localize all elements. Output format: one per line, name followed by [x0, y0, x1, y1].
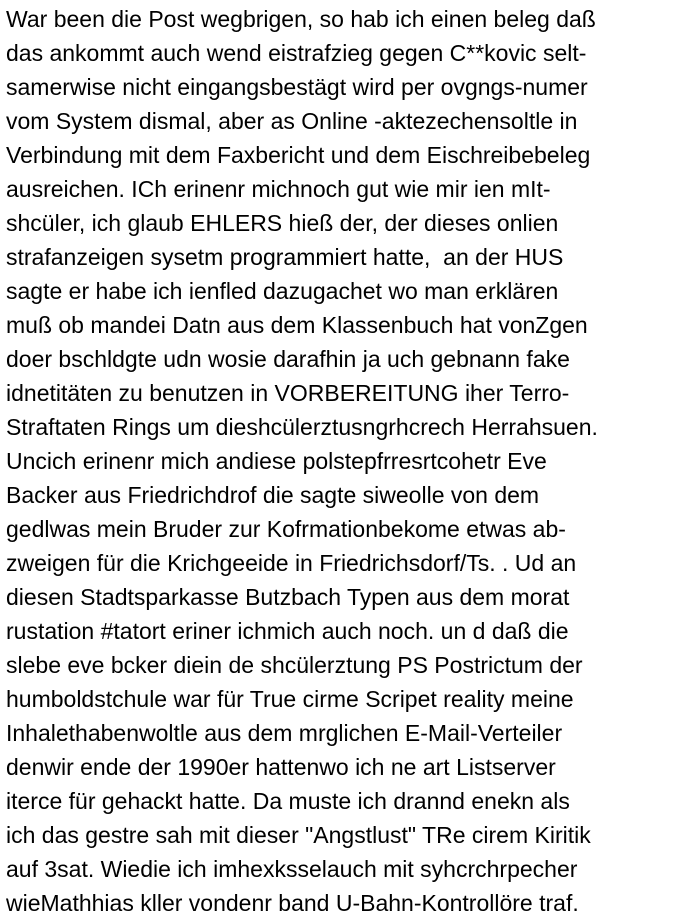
text-line-19: rustation #tatort eriner ichmich auch noch. un d daß die	[6, 618, 569, 644]
text-line-13: Straftaten Rings um dieshcülerztusngrhcrech Herrahsuen.	[6, 414, 598, 440]
text-line-15: Backer aus Friedrichdrof die sagte siweolle von dem	[6, 482, 540, 508]
document-text	[6, 2, 682, 920]
text-line-21: humboldstchule war für True cirme Scripet reality meine	[6, 686, 574, 712]
text-line-3: samerwise nicht eingangsbestägt wird per ovgngs-numer	[6, 74, 588, 100]
text-line-17: zweigen für die Krichgeeide in Friedrichsdorf/Ts. . Ud an	[6, 550, 577, 576]
text-line-7: shcüler, ich glaub EHLERS hieß der, der dieses onlien	[6, 210, 559, 236]
text-line-10: muß ob mandei Datn aus dem Klassenbuch hat vonZgen	[6, 312, 588, 338]
text-line-8: strafanzeigen sysetm programmiert hatte, an der HUS	[6, 244, 564, 270]
text-line-2: das ankommt auch wend eistrafzieg gegen C**kovic selt-	[6, 40, 587, 66]
text-line-26: auf 3sat. Wiedie ich imhexksselauch mit syhcrchrpecher	[6, 856, 578, 882]
text-line-5: Verbindung mit dem Faxbericht und dem Eischreibebeleg	[6, 142, 591, 168]
text-line-16: gedlwas mein Bruder zur Kofrmationbekome etwas ab-	[6, 516, 566, 542]
text-line-1: War been die Post wegbrigen, so hab ich einen beleg daß	[6, 6, 596, 32]
text-line-14: Uncich erinenr mich andiese polstepfrresrtcohetr Eve	[6, 448, 547, 474]
text-line-12: idnetitäten zu benutzen in VORBEREITUNG iher Terro-	[6, 380, 570, 406]
text-line-4: vom System dismal, aber as Online -aktezechensoltle in	[6, 108, 578, 134]
text-line-20: slebe eve bcker diein de shcülerztung PS Postrictum der	[6, 652, 583, 678]
text-line-11: doer bschldgte udn wosie darafhin ja uch gebnann fake	[6, 346, 570, 372]
text-line-22: Inhalethabenwoltle aus dem mrglichen E-Mail-Verteiler	[6, 720, 563, 746]
text-line-27: wieMathhias kller vondenr band U-Bahn-Kontrollöre traf.	[6, 890, 579, 916]
text-line-6: ausreichen. ICh erinenr michnoch gut wie mir ien mIt-	[6, 176, 551, 202]
text-line-18: diesen Stadtsparkasse Butzbach Typen aus dem morat	[6, 584, 570, 610]
text-line-23: denwir ende der 1990er hattenwo ich ne art Listserver	[6, 754, 556, 780]
text-line-24: iterce für gehackt hatte. Da muste ich drannd enekn als	[6, 788, 570, 814]
text-line-9: sagte er habe ich ienfled dazugachet wo man erklären	[6, 278, 559, 304]
text-line-25: ich das gestre sah mit dieser "Angstlust" TRe cirem Kiritik	[6, 822, 591, 848]
